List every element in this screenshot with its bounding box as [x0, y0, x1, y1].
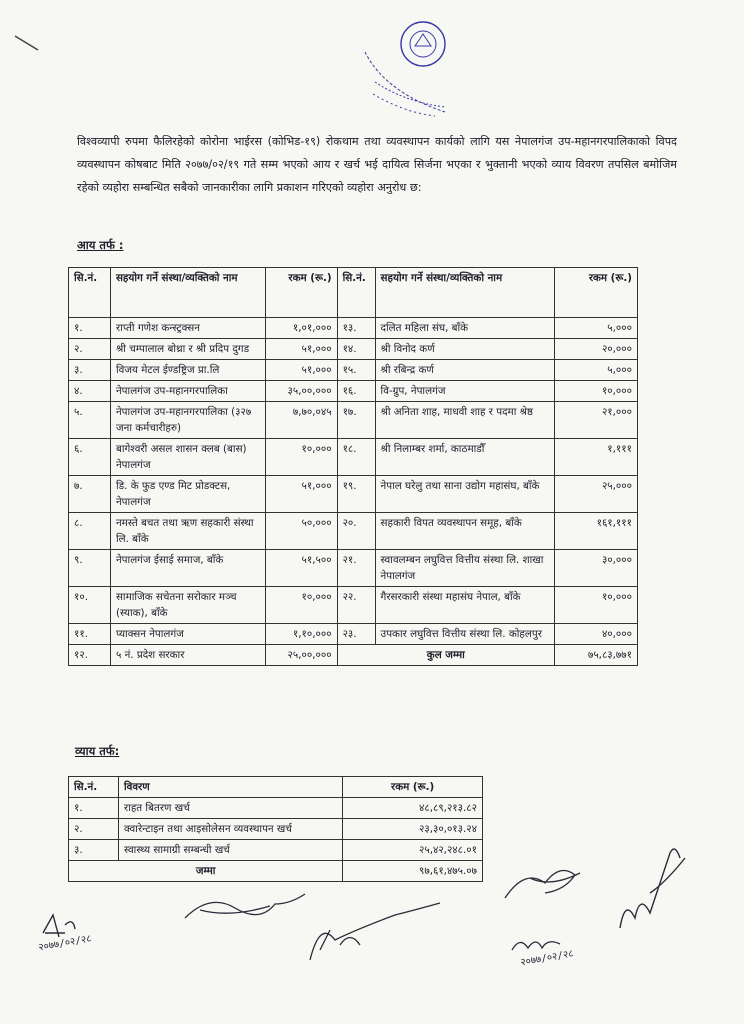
header-amount: रकम (रू.): [265, 268, 337, 318]
row-description: स्वास्थ्य सामाग्री सम्बन्धी खर्च: [118, 840, 342, 861]
row-sn: ४.: [69, 381, 111, 402]
row-amount: ४८,८९,२१३.८२: [343, 798, 483, 819]
row-amount: ३०,०००: [555, 550, 638, 587]
table-row: [69, 587, 638, 624]
row-amount: १,१११: [555, 439, 638, 476]
row-amount: ३५,००,०००: [265, 381, 337, 402]
row-sn: १४.: [337, 339, 375, 360]
row-sn: ३.: [69, 360, 111, 381]
row-name: राप्ती गणेश कन्स्ट्रक्सन: [110, 318, 265, 339]
row-name: श्री रबिन्द्र कर्ण: [375, 360, 555, 381]
intro-paragraph: विश्वव्यापी रुपमा फैलिरहेको कोरोना भाईरस (कोभिड-१९) रोकथाम तथा व्यवस्थापन कार्यको लागि यस नेपालगंज उप-महानगरपालिकाको विपद व्यवस्थापन कोषबाट मिति २०७७/०२/१९ गते सम्म भएको आय र खर्च भई दायित्व सिर्जना भएका र भुक्तानी भएको व्याय विवरण तपसिल बमोजिम रहेको व्यहोरा सम्बन्धित सबैको जानकारीका लागि प्रकाशन गरिएको व्यहोरा अनुरोध छ:: [77, 135, 677, 194]
expense-heading: व्याय तर्फ:: [75, 744, 120, 758]
row-name: नेपालगंज ईसाई समाज, बाँके: [110, 550, 265, 587]
row-sn: २१.: [337, 550, 375, 587]
row-name: स्वावलम्बन लघुवित्त वित्तीय संस्था लि. शाखा नेपालगंज: [375, 550, 555, 587]
table-row: [69, 550, 638, 587]
expense-total-value: ९७,६१,४७५.०७: [343, 861, 483, 882]
header-sn: सि.नं.: [337, 268, 375, 318]
row-name: डि. के फुड एण्ड मिट प्रोडक्टस, नेपालगंज: [110, 476, 265, 513]
table-row: [69, 476, 638, 513]
row-sn: २३.: [337, 624, 375, 645]
row-amount: २५,४२,२४८.०१: [343, 840, 483, 861]
row-sn: १.: [69, 318, 111, 339]
table-row: [69, 819, 483, 840]
row-amount: १०,०००: [555, 587, 638, 624]
expense-table-header: [69, 777, 483, 798]
row-name: नेपालगंज उप-महानगरपालिका (३२७ जना कर्मचारीहरु): [110, 402, 265, 439]
row-sn: १२.: [69, 645, 111, 666]
signature-3: [300, 900, 450, 970]
row-amount: १,०१,०००: [265, 318, 337, 339]
header-sn: सि.नं.: [69, 777, 119, 798]
header-description: विवरण: [118, 777, 342, 798]
row-sn: १३.: [337, 318, 375, 339]
row-amount: २३,३०,०१३.२४: [343, 819, 483, 840]
row-amount: ५१,०००: [265, 476, 337, 513]
row-sn: ११.: [69, 624, 111, 645]
row-name: वि-ग्रुप, नेपालगंज: [375, 381, 555, 402]
row-sn: ९.: [69, 550, 111, 587]
row-amount: १,१०,०००: [265, 624, 337, 645]
table-row: [69, 513, 638, 550]
signature-date-left: २०७७/०२/२८: [37, 933, 93, 954]
row-name: सामाजिक सचेतना सरोकार मञ्च (स्याक), बाँके: [110, 587, 265, 624]
signature-4: [500, 858, 590, 908]
row-name: श्री चम्पालाल बोथ्रा र श्री प्रदिप दुगड: [110, 339, 265, 360]
row-name: ५ नं. प्रदेश सरकार: [110, 645, 265, 666]
table-row: [69, 840, 483, 861]
signature-6: [605, 828, 700, 948]
income-heading: आय तर्फ :: [77, 238, 124, 252]
row-sn: १९.: [337, 476, 375, 513]
row-amount: १०,०००: [265, 439, 337, 476]
row-name: नमस्ते बचत तथा ऋण सहकारी संस्था लि. बाँके: [110, 513, 265, 550]
row-description: राहत बितरण खर्च: [118, 798, 342, 819]
income-table-header: [69, 268, 638, 318]
row-amount: १०,०००: [265, 587, 337, 624]
row-name: श्री निलाम्बर शर्मा, काठमाडौँ: [375, 439, 555, 476]
row-sn: १५.: [337, 360, 375, 381]
row-name: श्री विनोद कर्ण: [375, 339, 555, 360]
expense-total-row: [69, 861, 483, 882]
row-amount: ५०,०००: [265, 513, 337, 550]
expense-table: [68, 776, 483, 882]
row-name: सहकारी विपत व्यवस्थापन समूह, बाँके: [375, 513, 555, 550]
row-amount: २१,०००: [555, 402, 638, 439]
header-name: सहयोग गर्ने संस्था/व्यक्तिको नाम: [110, 268, 265, 318]
row-name: विजय मेटल ईण्डष्ट्रिज प्रा.लि: [110, 360, 265, 381]
row-sn: ६.: [69, 439, 111, 476]
row-sn: १८.: [337, 439, 375, 476]
pen-stroke-mark: [14, 34, 40, 52]
row-name: नेपालगंज उप-महानगरपालिका: [110, 381, 265, 402]
row-sn: १.: [69, 798, 119, 819]
row-amount: ५१,०००: [265, 339, 337, 360]
row-amount: ५,०००: [555, 318, 638, 339]
header-name: सहयोग गर्ने संस्था/व्यक्तिको नाम: [375, 268, 555, 318]
row-sn: ८.: [69, 513, 111, 550]
row-amount: ५१,५००: [265, 550, 337, 587]
income-table: [68, 267, 638, 666]
row-sn: ३.: [69, 840, 119, 861]
row-amount: ४०,०००: [555, 624, 638, 645]
row-name: बागेश्वरी असल शासन क्लब (बास) नेपालगंज: [110, 439, 265, 476]
table-row: [69, 360, 638, 381]
row-amount: २५,००,०००: [265, 645, 337, 666]
expense-total-label: जम्मा: [69, 861, 343, 882]
row-sn: २.: [69, 819, 119, 840]
row-sn: २.: [69, 339, 111, 360]
table-row: [69, 381, 638, 402]
row-name: गैरसरकारी संस्था महासंघ नेपाल, बाँके: [375, 587, 555, 624]
signature-2: [180, 888, 310, 928]
income-total-value: ७५,८३,७७१: [555, 645, 638, 666]
header-amount: रकम (रू.): [555, 268, 638, 318]
row-description: क्वारेन्टाइन तथा आइसोलेसन व्यवस्थापन खर्च: [118, 819, 342, 840]
row-sn: २०.: [337, 513, 375, 550]
row-name: दलित महिला संघ, बाँके: [375, 318, 555, 339]
row-sn: १०.: [69, 587, 111, 624]
row-name: प्याक्सन नेपालगंज: [110, 624, 265, 645]
table-row: [69, 624, 638, 645]
row-name: नेपाल घरेलु तथा साना उद्योग महासंघ, बाँके: [375, 476, 555, 513]
header-amount: रकम (रू.): [343, 777, 483, 798]
row-sn: ५.: [69, 402, 111, 439]
income-total-label: कुल जम्मा: [337, 645, 555, 666]
row-amount: १६१,१११: [555, 513, 638, 550]
table-row: [69, 402, 638, 439]
row-amount: २५,०००: [555, 476, 638, 513]
table-row: [69, 318, 638, 339]
row-name: श्री अनिता शाह, माधवी शाह र पदमा श्रेष्ठ: [375, 402, 555, 439]
row-amount: २०,०००: [555, 339, 638, 360]
table-row-total: [69, 645, 638, 666]
table-row: [69, 798, 483, 819]
header-sn: सि.नं.: [69, 268, 111, 318]
row-sn: १६.: [337, 381, 375, 402]
office-seal: [355, 12, 470, 127]
row-sn: २२.: [337, 587, 375, 624]
row-name: उपकार लघुवित्त वित्तीय संस्था लि. कोहलपुर: [375, 624, 555, 645]
table-row: [69, 339, 638, 360]
signature-date-right: २०७७/०२/२८: [519, 948, 575, 969]
row-amount: १०,०००: [555, 381, 638, 402]
row-amount: ५१,०००: [265, 360, 337, 381]
row-amount: ७,७०,०४५: [265, 402, 337, 439]
row-sn: ७.: [69, 476, 111, 513]
table-row: [69, 439, 638, 476]
row-sn: १७.: [337, 402, 375, 439]
row-amount: ५,०००: [555, 360, 638, 381]
